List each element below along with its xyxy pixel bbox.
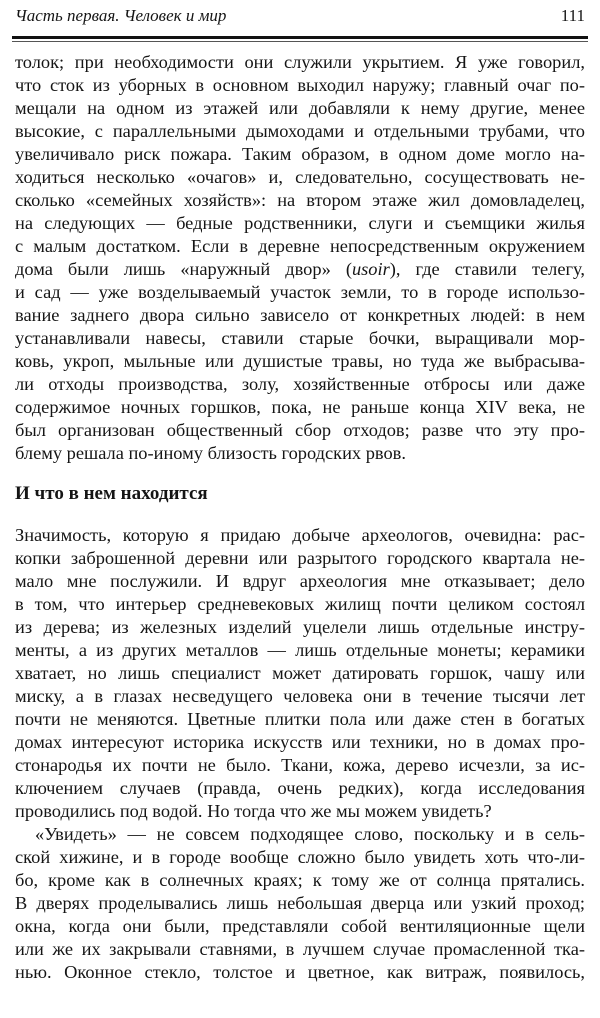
text-line: Значимость, которую я придаю добыче археологов, очевидна: рас-: [15, 525, 585, 545]
paragraph-2: [15, 524, 585, 823]
text-line: ходиться несколько «очагов» и, следовательно, сосуществовать не-: [15, 167, 585, 187]
text-line: «Увидеть» — не совсем подходящее слово, поскольку и в сель-: [35, 824, 585, 844]
text-line: что сток из уборных в основном выходил наружу; главный очаг по-: [15, 75, 585, 95]
text-line: в том, что интерьер средневековых жилищ почти целиком состоял: [15, 594, 585, 614]
page-body: [15, 51, 585, 984]
text-line: устанавливали навесы, ставили старые бочки, выращивали мор-: [15, 328, 585, 348]
section-heading: И что в нем находится: [15, 483, 208, 504]
text-line: проводились под водой. Но тогда что же мы можем увидеть?: [15, 801, 492, 821]
text-line: домах интересуют историка искусств или техники, но в домах про-: [15, 732, 585, 752]
running-title: Часть первая. Человек и мир: [15, 6, 227, 25]
paragraph-3: [15, 823, 585, 984]
text-line: нью. Оконное стекло, толстое и цветное, как витраж, появилось,: [15, 962, 585, 982]
text-line: В дверях проделывались лишь небольшая дверца или узкий проход;: [15, 893, 585, 913]
text-line: миску, а в глазах несведущего человека они в течение тысячи лет: [15, 686, 585, 706]
text-line: мещали на одном из этажей или добавляли к нему другие, менее: [15, 98, 585, 118]
text-line: ли отходы производства, золу, хозяйственные отбросы или даже: [15, 374, 585, 394]
text-line: сколько «семейных хозяйств»: на втором этаже жил домовладелец,: [15, 190, 585, 210]
text-line: окна, когда они были, представляли собой вентиляционные щели: [15, 916, 585, 936]
paragraph-1: [15, 51, 585, 465]
text-line: увеличивало риск пожара. Таким образом, в одном доме могло на-: [15, 144, 585, 164]
foreign-term: usoir: [351, 259, 390, 279]
text-line: из дерева; из железных изделий уцелели лишь отдельные инстру-: [15, 617, 585, 637]
text-line: был организован общественный сбор отходов; разве что эту про-: [15, 420, 585, 440]
page-number: 111: [560, 6, 585, 25]
text-line: высокие, с параллельными дымоходами и отдельными трубами, что: [15, 121, 585, 141]
text-line: вание заднего двора сильно зависело от конкретных людей: в нем: [15, 305, 585, 325]
text-line: бо, кроме как в солнечных краях; к тому же от солнца прятались.: [15, 870, 585, 890]
running-header: [15, 2, 585, 32]
text-line: с малым достатком. Если в деревне непосредственным окружением: [15, 236, 585, 256]
text-line: хватает, но лишь специалист может датировать горшок, чашу или: [15, 663, 585, 683]
text-line: почти не меняются. Цветные плитки пола или даже стен в богатых: [15, 709, 585, 729]
text-line: мало мне послужили. И вдруг археология мне отказывает; дело: [15, 571, 585, 591]
text-line: стонародья их почти не было. Ткани, кожа, дерево исчезли, за ис-: [15, 755, 585, 775]
text-line: ской хижине, и в городе вообще сложно было увидеть хоть что-ли-: [15, 847, 585, 867]
text-line: копки заброшенной деревни или разрытого городского квартала не-: [15, 548, 585, 568]
text-line: ключением случаев (правда, очень редких), когда исследования: [15, 778, 585, 798]
text-line: дома были лишь «наружный двор» (usoir), где ставили телегу,: [15, 259, 585, 279]
text-line: менты, а из других металлов — лишь отдельные монеты; керамики: [15, 640, 585, 660]
text-line: ковь, укроп, мыльные или душистые травы, но туда же выбрасыва-: [15, 351, 585, 371]
header-rule: [12, 36, 588, 39]
text-line: на следующих — бедные родственники, слуги и съемщики жилья: [15, 213, 585, 233]
header-rule-thin: [12, 41, 588, 42]
text-line: толок; при необходимости они служили укрытием. Я уже говорил,: [15, 52, 585, 72]
text-line: блему решала по-иному близость городских рвов.: [15, 443, 406, 463]
text-line: содержимое ночных горшков, пока, не раньше конца XIV века, не: [15, 397, 585, 417]
text-line: или же их закрывали ставнями, в лучшем случае промасленной тка-: [15, 939, 585, 959]
text-line: и сад — уже возделываемый участок земли, то в городе использо-: [15, 282, 585, 302]
